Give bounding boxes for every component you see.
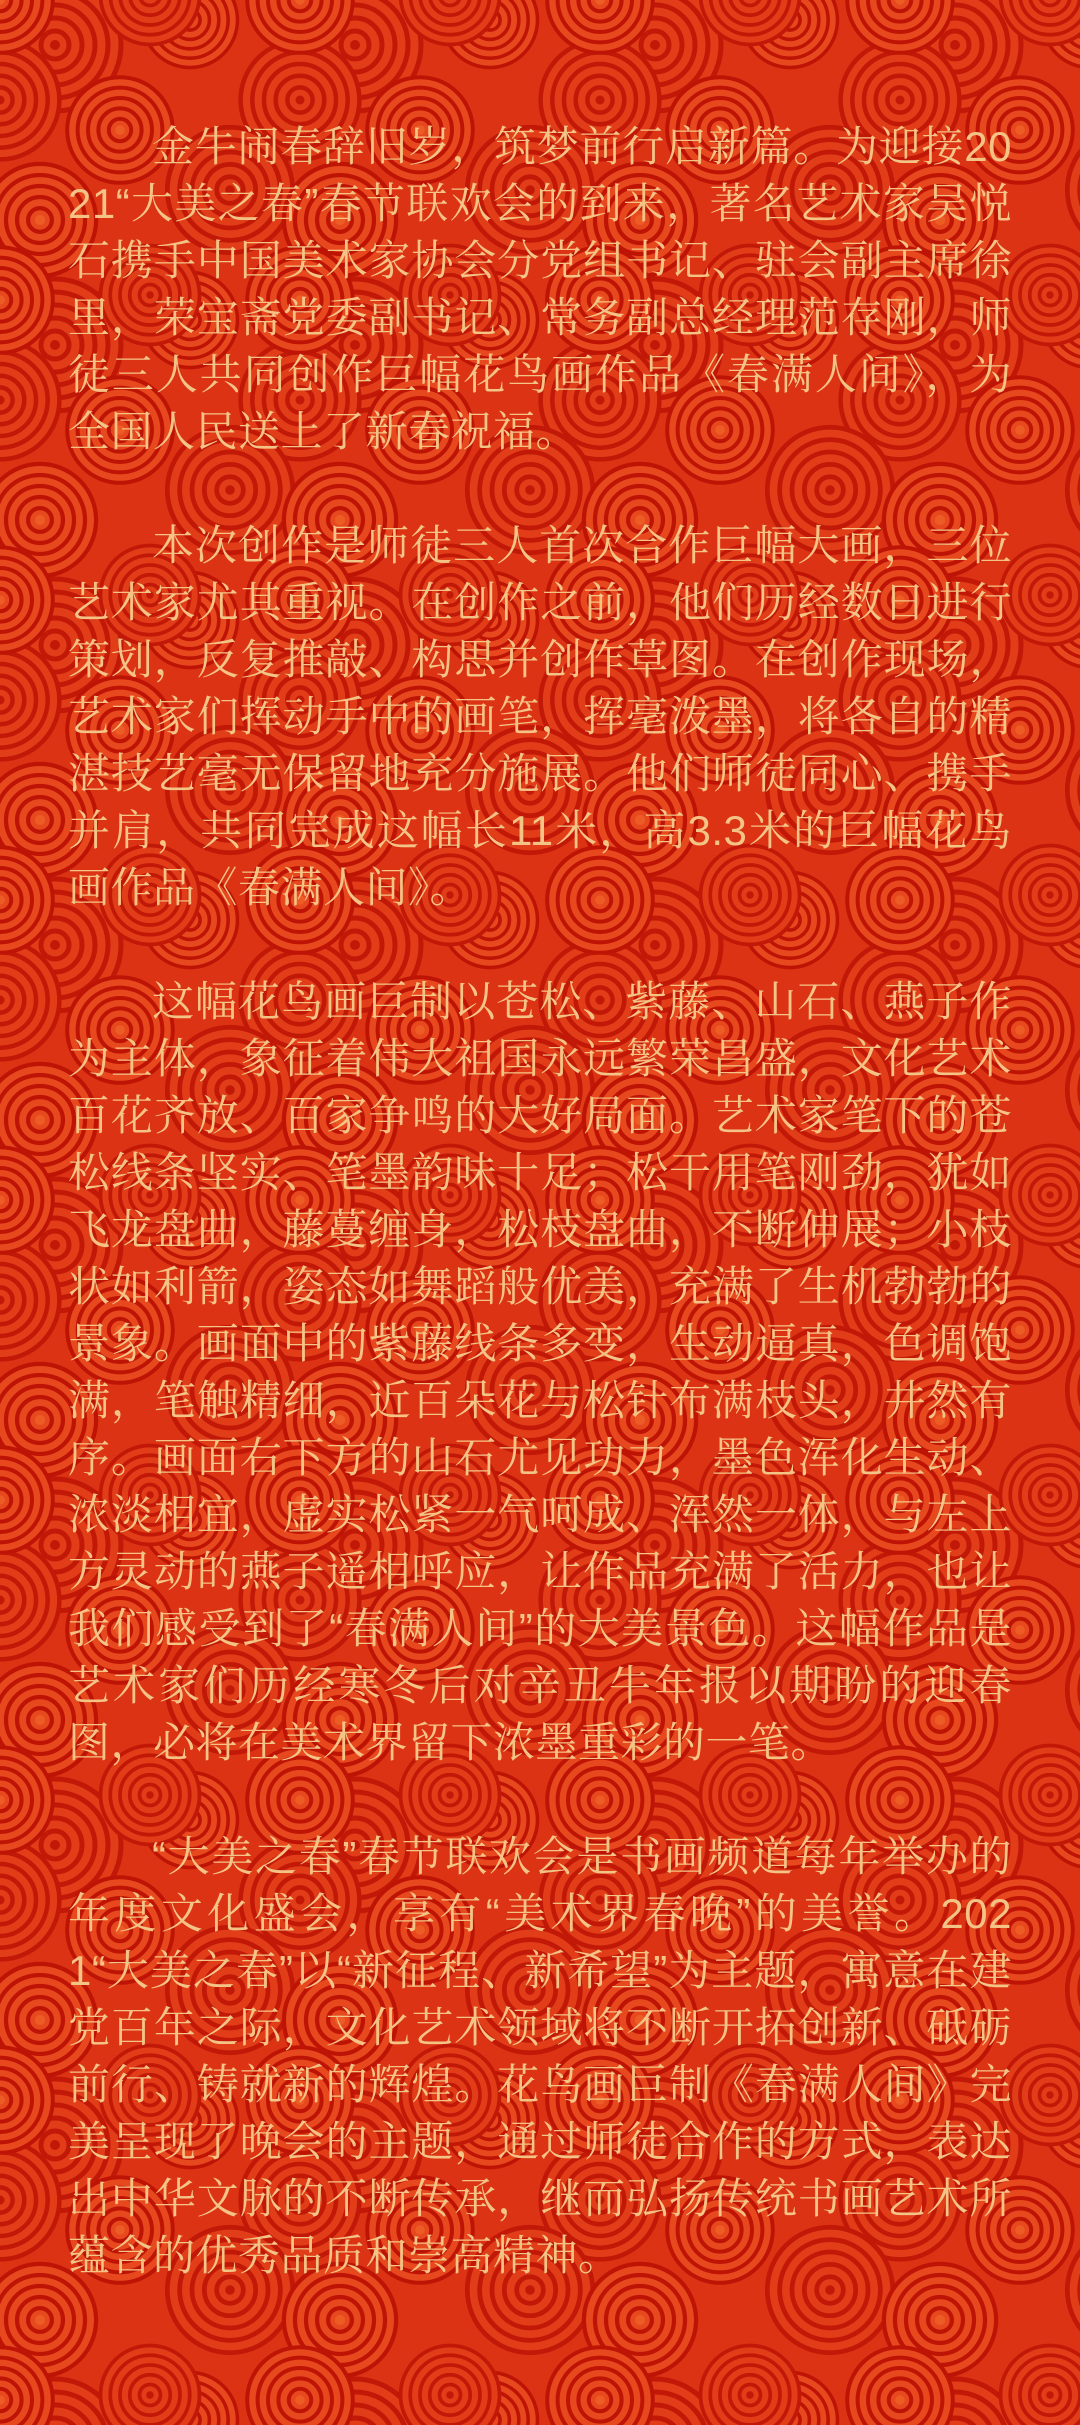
paragraph-intro: 金牛闹春辞旧岁，筑梦前行启新篇。为迎接2021“大美之春”春节联欢会的到来，著名艺术家吴悦石携手中国美术家协会分党组书记、驻会副主席徐里，荣宝斋党委副书记、常务副总经理范存刚，师徒三人共同创作巨幅花鸟画作品《春满人间》，为全国人民送上了新春祝福。: [68, 123, 1012, 455]
paragraph-creation-process: 本次创作是师徒三人首次合作巨幅大画，三位艺术家尤其重视。在创作之前，他们历经数日进行策划，反复推敲、构思并创作草图。在创作现场，艺术家们挥动手中的画笔，挥毫泼墨，将各自的精湛技艺毫无保留地充分施展。他们师徒同心、携手并肩，共同完成这幅长11米，高3.3米的巨幅花鸟画作品《春满人间》。: [68, 522, 1012, 911]
paragraph-artwork-description: 这幅花鸟画巨制以苍松、紫藤、山石、燕子作为主体，象征着伟大祖国永远繁荣昌盛，文化艺术百花齐放、百家争鸣的大好局面。艺术家笔下的苍松线条坚实、笔墨韵味十足；松干用笔刚劲，犹如飞龙盘曲，藤蔓缠身，松枝盘曲，不断伸展；小枝状如利箭，姿态如舞蹈般优美，充满了生机勃勃的景象。画面中的紫藤线条多变，生动逼真，色调饱满，笔触精细，近百朵花与松针布满枝头，井然有序。画面右下方的山石尤见功力，墨色浑化生动、浓淡相宜，虚实松紧一气呵成、浑然一体，与左上方灵动的燕子遥相呼应，让作品充满了活力，也让我们感受到了“春满人间”的大美景色。这幅作品是艺术家们历经寒冬后对辛丑牛年报以期盼的迎春图，必将在美术界留下浓墨重彩的一笔。: [68, 978, 1012, 1766]
article: [68, 118, 1012, 2284]
paragraph-gala-background: “大美之春”春节联欢会是书画频道每年举办的年度文化盛会，享有“美术界春晚”的美誉。2021“大美之春”以“新征程、新希望”为主题，寓意在建党百年之际，文化艺术领域将不断开拓创新、砥砺前行、铸就新的辉煌。花鸟画巨制《春满人间》完美呈现了晚会的主题，通过师徒合作的方式，表达出中华文脉的不断传承，继而弘扬传统书画艺术所蕴含的优秀品质和崇高精神。: [68, 1833, 1012, 2279]
